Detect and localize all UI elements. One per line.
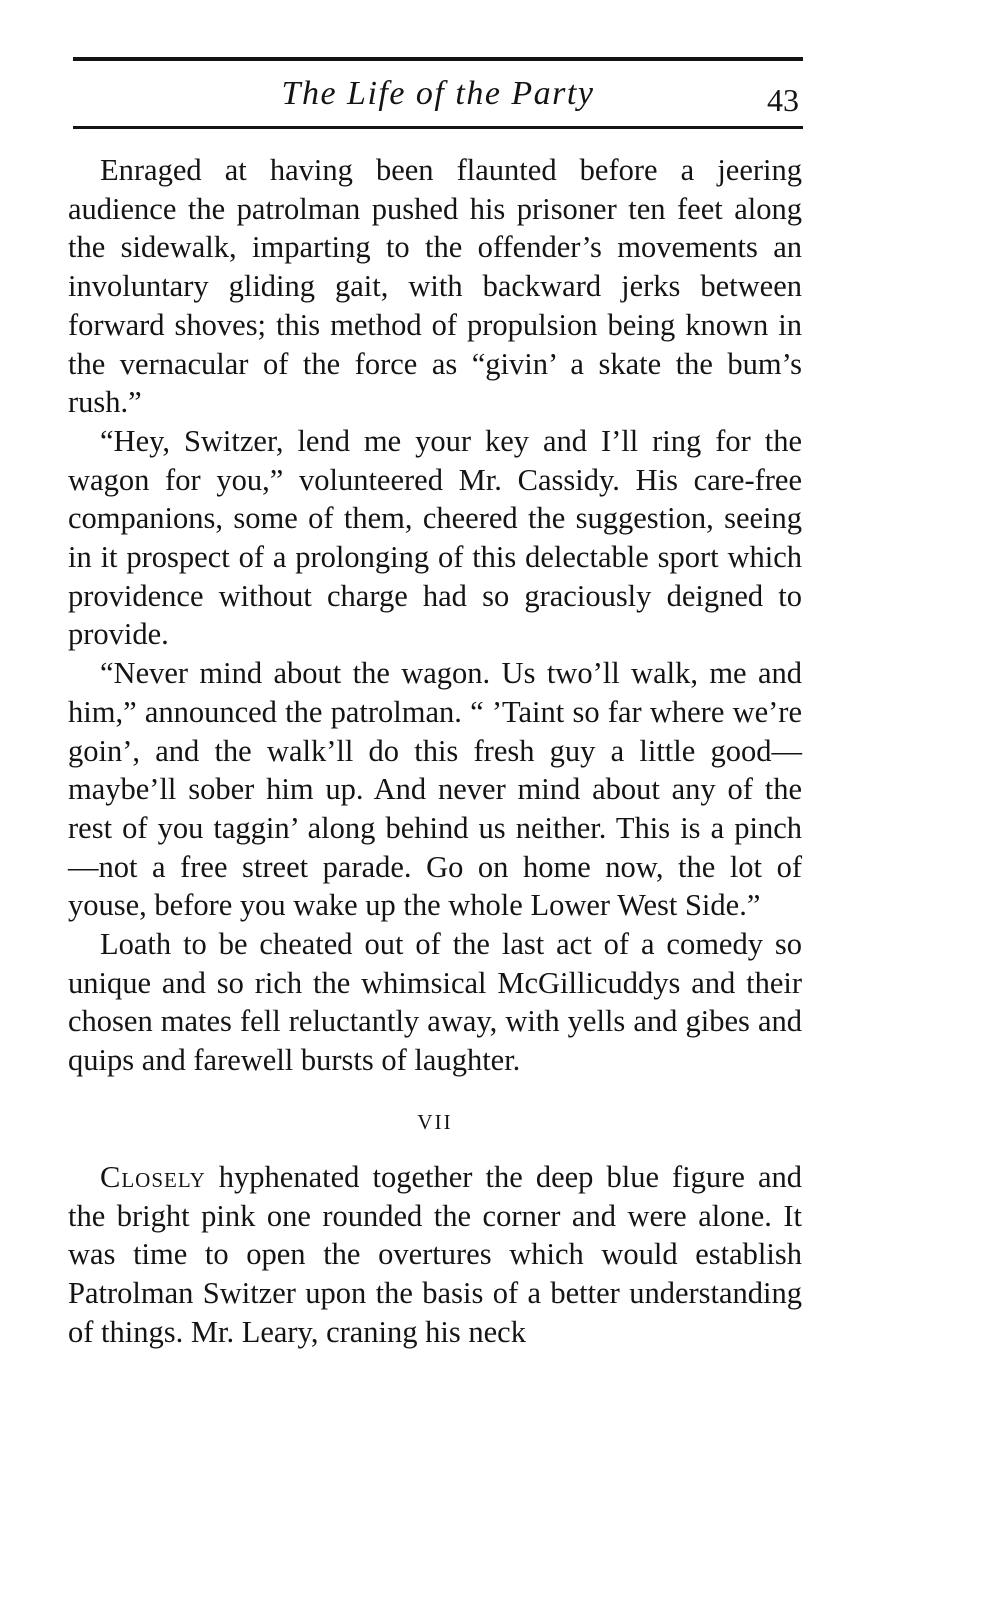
page-number: 43 <box>767 82 799 118</box>
section-heading: VII <box>417 1109 453 1134</box>
header-rule-bottom <box>73 126 803 129</box>
section-opening-word: Closely <box>100 1159 206 1194</box>
paragraph: Loath to be cheated out of the last act of a comedy so unique and so rich the whimsical McGillicuddys and their chosen mates fell reluctantly away, with yells and gibes and quips and farewell bursts of laughter. <box>68 927 802 1078</box>
header-rule-top <box>73 57 803 61</box>
running-title: The Life of the Party <box>281 75 595 112</box>
paragraph: Enraged at having been flaunted before a jeering audience the patrolman pushed his prisoner ten feet along the sidewalk, imparting to the offender’s movements an involuntary gliding gait, with backward jerks between forward shoves; this method of propulsion being known in the vernacular of the force as “givin’ a skate the bum’s rush.” <box>68 153 802 420</box>
paragraph: “Never mind about the wagon. Us two’ll walk, me and him,” announced the patrolman. “ ’Taint so far where we’re goin’, and the walk’ll do this fresh guy a little good—maybe’ll sober him up. And never mind about any of the rest of you taggin’ along behind us neither. This is a pinch—not a free street parade. Go on home now, the lot of youse, before you wake up the whole Lower West Side.” <box>68 656 802 923</box>
running-head <box>73 74 803 120</box>
section-paragraph <box>68 1158 802 1352</box>
section-paragraph-text: hyphenated together the deep blue figure and the bright pink one rounded the corner and were alone. It was time to open the overtures which would establish Patrolman Switzer upon the basis of a better understanding of things. Mr. Leary, craning his neck <box>68 1159 802 1349</box>
paragraph: “Hey, Switzer, lend me your key and I’ll ring for the wagon for you,” volunteered Mr. Cassidy. His care-free companions, some of them, cheered the suggestion, seeing in it prospect of a prolonging of this delectable sport which providence without charge had so graciously deigned to provide. <box>68 423 802 652</box>
body-text <box>68 151 802 1351</box>
